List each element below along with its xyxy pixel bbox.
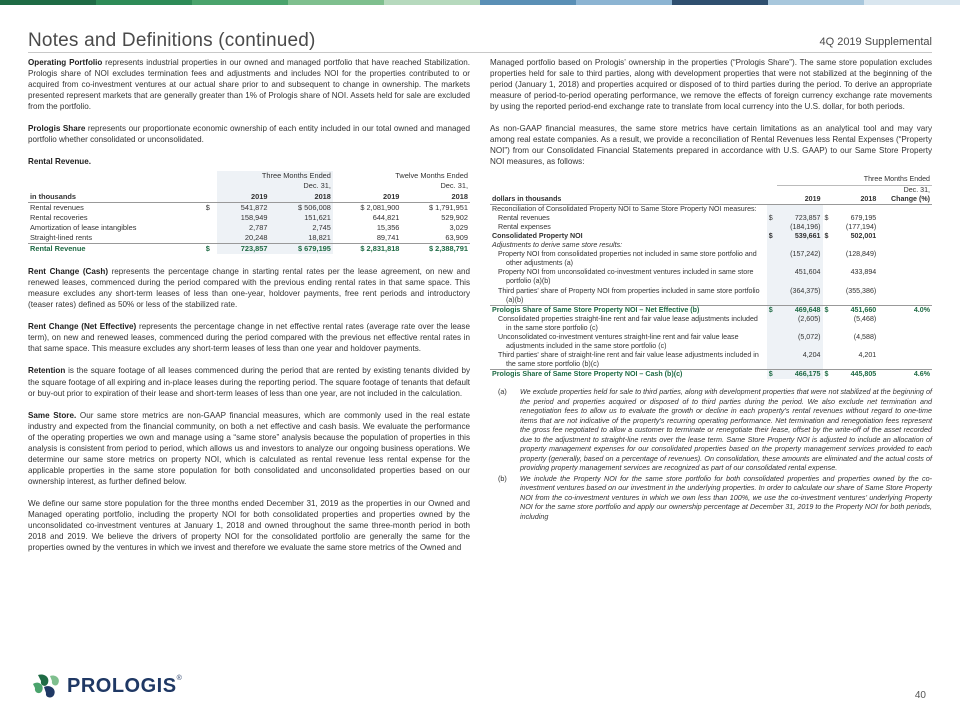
color-bar-segment xyxy=(576,0,672,5)
table-row: Rental recoveries 158,949 151,621 644,821 529,902 xyxy=(30,212,468,222)
definition: represents the percentage change in starting rental rates per the lease agreement, on new and renewed leases, commenced during the period compared with the previous ending rental rates in that same space. This measure excludes any short-term leases of less than one-year, holdover payments, free rent periods and introductory (teaser rates) defined as 50% or less of the stabilized rate. xyxy=(28,267,470,310)
footnote-text: We exclude properties held for sale to third parties, along with development properties that were not stabilized at the beginning of the period and properties acquired or disposed of to third parties during the period. We also exclude net termination and renegotiation fees to allow us to evaluate the growth or decline in each property’s rental revenues without regard to one-time items that are not indicative of the property’s recurring operating performance. Net termination and renegotiation fees represent the gross fee negotiated to allow a customer to terminate or renegotiate their lease, offset by the write-off of the asset recorded due to the adjustment to straight-line rents over the lease term. Same Store Property NOI is adjusted to include an allocation of property management expenses for our consolidated properties based on the property management services provided to each property (generally, based on a percentage of revenues). On consolidation, these amounts are eliminated and the actual costs of providing property management services are recognized as part of our consolidated rental expense. xyxy=(520,387,932,473)
rental-revenue-heading: Rental Revenue. xyxy=(28,157,91,167)
table-row: Prologis Share of Same Store Property NOI – Cash (b)(c) $ 466,175 $ 445,805 4.6% xyxy=(492,370,930,379)
term: Same Store. xyxy=(28,410,77,420)
page-number: 40 xyxy=(914,690,926,701)
table-row: Property NOI from unconsolidated co-investment ventures included in same store portfolio (a)(b) 451,604 433,894 xyxy=(498,268,877,286)
right-column xyxy=(490,57,932,522)
table-row: Adjustments to derive same store results: xyxy=(490,241,932,250)
color-bar-segment xyxy=(0,0,96,5)
year-header: 2019 xyxy=(777,195,822,205)
prologis-share-paragraph xyxy=(28,123,470,145)
three-months-header: Three Months Ended Dec. 31, xyxy=(217,171,333,191)
report-period-label: 4Q 2019 Supplemental xyxy=(819,36,932,48)
logo-mark-icon xyxy=(30,671,64,701)
term: Rent Change (Cash) xyxy=(28,267,109,277)
color-bar-segment xyxy=(288,0,384,5)
footnote-marker: (b) xyxy=(498,473,507,483)
rent-change-cash-paragraph xyxy=(28,266,470,310)
three-months-header: Three Months Ended xyxy=(777,175,932,185)
term: Retention xyxy=(28,366,66,376)
table-row: Third parties' share of Property NOI from properties included in same store portfolio (a)(b) (364,375) (355,386) xyxy=(498,286,877,304)
title-divider xyxy=(28,52,932,53)
prologis-logo xyxy=(30,671,182,701)
footnote-text: We include the Property NOI for the same store portfolio for both consolidated properties and properties owned by the co-investment ventures based on our investment in the underlying properties. In order to calculate our share of Same Store Property NOI from the co-investment ventures in which we own less than 100%, we use the co-investment ventures’ underlying Property NOI for the same store portfolio and apply our ownership percentage at December 31, 2019 to the Property NOI for both periods, including xyxy=(520,473,932,521)
same-store-population-paragraph: We define our same store population for the three months ended December 31, 2019 as the properties in our Owned and Managed operating portfolio, including the property NOI for both consolidated properties and properties owned by the unconsolidated co-investment ventures at January 1, 2018 and owned throughout the same three-month period in both 2018 and 2019. We believe the drivers of property NOI for the consolidated portfolio are generally the same for the properties owned by the ventures in which we invest and therefore we evaluate the same store metrics of the Owned and xyxy=(28,498,470,553)
table-row: Unconsolidated co-investment ventures straight-line rent and fair value lease adjustments included in the same store portfolio (c) (5,072) (4,588) xyxy=(498,333,877,351)
table-row: Straight-lined rents 20,248 18,821 89,741 63,909 xyxy=(30,232,468,242)
year-header: 2019 xyxy=(333,192,402,203)
rental-revenue-total-row: Rental Revenue $ 723,857 $ 679,195 $ 2,831,818 $ 2,388,791 xyxy=(30,244,468,254)
term: Prologis Share xyxy=(28,124,86,134)
definition: represents industrial properties in our owned and managed portfolio that have reached Stabilization. Prologis share of NOI excludes termination fees and adjustments and includes NOI for the properties contributed to or acquired from co-investment ventures at our actual share prior to and subsequent to change in ownership. The markets presented represent markets that are generally greater than 1% of Prologis share of NOI. Assets held for sale are excluded from the portfolio. xyxy=(28,58,470,112)
table-row: Consolidated Property NOI $ 539,661 $ 502,001 xyxy=(492,231,877,240)
table-row: Prologis Share of Same Store Property NOI – Net Effective (b) $ 469,648 $ 451,660 4.0% xyxy=(492,305,930,314)
color-bar-segment xyxy=(192,0,288,5)
rental-revenue-table xyxy=(28,171,470,254)
non-gaap-paragraph: As non-GAAP financial measures, the same store metrics have certain limitations as an analytical tool and may vary among real estate companies. As a result, we provide a reconciliation of Rental Revenues less Rental Expenses (“Property NOI”) from our Consolidated Financial Statements prepared in accordance with U.S. GAAP) to our Same Store Property NOI measures, as follows: xyxy=(490,124,932,167)
rent-change-net-paragraph xyxy=(28,321,470,354)
color-bar-segment xyxy=(480,0,576,5)
term: Rent Change (Net Effective) xyxy=(28,322,137,332)
definition: represents our proportionate economic ownership of each entity included in our total owned and managed portfolio whether consolidated or unconsolidated. xyxy=(28,124,470,145)
color-bar-segment xyxy=(96,0,192,5)
color-bar-segment xyxy=(384,0,480,5)
table-row: Amortization of lease intangibles 2,787 2,745 15,356 3,029 xyxy=(30,222,468,232)
table-row: Rental expenses (184,196) (177,194) xyxy=(498,222,877,231)
year-header: 2019 xyxy=(217,192,270,203)
units-label: dollars in thousands xyxy=(490,195,767,205)
color-bar-segment xyxy=(864,0,960,5)
twelve-months-header: Twelve Months Ended Dec. 31, xyxy=(395,171,468,191)
operating-portfolio-paragraph xyxy=(28,57,470,112)
table-row: Reconciliation of Consolidated Property NOI to Same Store Property NOI measures: xyxy=(490,204,932,214)
retention-paragraph xyxy=(28,365,470,398)
top-color-bar xyxy=(0,0,960,5)
color-bar-segment xyxy=(672,0,768,5)
table-row: Third parties' share of straight-line rent and fair value lease adjustments included in the same store portfolio (b)(c) 4,204 4,201 xyxy=(498,351,877,369)
year-header: 2018 xyxy=(401,192,470,203)
units-label: in thousands xyxy=(28,192,204,203)
year-header: 2018 xyxy=(269,192,332,203)
left-column xyxy=(28,57,470,564)
year-header: 2018 xyxy=(833,195,878,205)
same-store-noi-table xyxy=(490,175,932,379)
table-row: Consolidated properties straight-line rent and fair value lease adjustments included in the same store portfolio (c) (2,605) (5,468) xyxy=(498,314,877,332)
footnote-marker: (a) xyxy=(498,387,507,397)
definition: Our same store metrics are non-GAAP financial measures, which are commonly used in the real estate industry and expected from the financial community, on both a net effective and cash basis. We evaluate the performance of the operating properties we own and manage using a “same store” analysis because the population of properties in this analysis is consistent from period to period, which allows us and investors to analyze our ongoing business operations. We determine our same store metrics on property NOI, which is calculated as rental revenue less rental expense for the applicable properties in the same store population for both consolidated and unconsolidated properties based on our ownership interest, as further defined below. xyxy=(28,410,470,486)
same-store-continued-paragraph: Managed portfolio based on Prologis’ ownership in the properties (“Prologis Share”). The same store population excludes properties held for sale to third parties, along with development properties that were not stabilized at the beginning of the period (January 1, 2018) and properties acquired or disposed of to third parties during the period. To derive an appropriate measure of period-to-period operating performance, we remove the effects of foreign currency exchange rate movements by using the reported period-end exchange rate to translate from local currency into the U.S. dollar, for both periods. xyxy=(490,58,932,112)
logo-wordmark: PROLOGIS® xyxy=(67,674,183,697)
change-header: Change (%) xyxy=(878,195,932,205)
footnote xyxy=(490,474,932,522)
definition: is the square footage of all leases commenced during the period that are rented by existing tenants divided by the square footage of all expiring and in-place leases during the reporting period. The square footage of tenants that default or buy-out prior to expiration of their lease and short-term leases of less than one year, are not included in the calculation. xyxy=(28,366,470,398)
period-end-header: Dec. 31, xyxy=(903,185,930,194)
term: Operating Portfolio xyxy=(28,58,103,67)
table-row: Rental revenues $ 541,872 $ 506,008 $ 2,081,900 $ 1,791,951 xyxy=(30,202,468,212)
same-store-paragraph xyxy=(28,410,470,487)
color-bar-segment xyxy=(768,0,864,5)
table-row: Property NOI from consolidated properties not included in same store portfolio and other adjustments (a) (157,242) (128,849) xyxy=(498,250,877,268)
definition: represents the percentage change in net effective rental rates (average rate over the lease term), on new and renewed leases, commenced during the period compared with the previous net effective rental rates in that same space. This measure excludes any short-term leases of less than one year and holdover payments. xyxy=(28,322,470,354)
table-row: Rental revenues $ 723,857 $ 679,195 xyxy=(498,213,877,222)
footnotes xyxy=(490,387,932,521)
page-title: Notes and Definitions (continued) xyxy=(28,30,316,51)
footnote xyxy=(490,387,932,473)
